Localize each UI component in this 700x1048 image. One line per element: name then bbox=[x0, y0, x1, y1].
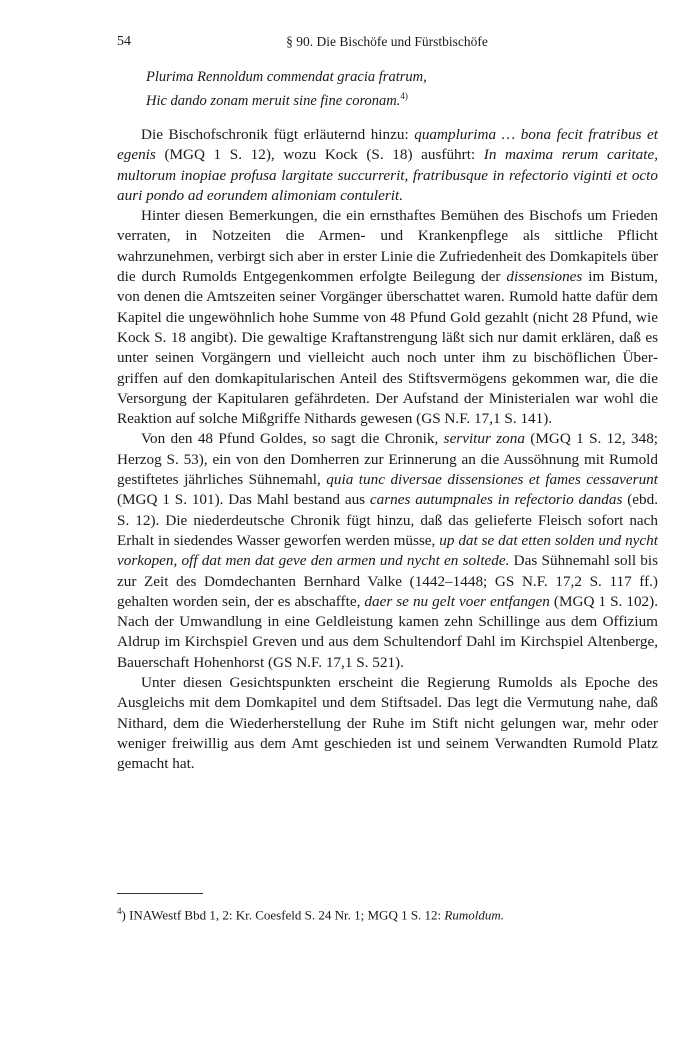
low-german-quote: up dat se dat etten solden und nycht vorkopen, off dat men dat geve den armen und nycht en soltede. bbox=[117, 531, 658, 570]
paragraph-3-text-k: (MGQ 1 S. 102). Nach der Umwandlung in eine Geldleistung kamen zehn Schillinge aus dem Offizium Aldrup im Kirchspiel Greven und aus dem Schultendorf Dahl im Kirchspiel Altenberge, Bauerschaft Hohenhorst (GS N.F. 17,1 S. 521). bbox=[117, 592, 658, 671]
paragraph-1-text-c: (MGQ 1 S. 12), wozu Kock (S. 18) ausführt: bbox=[155, 146, 484, 164]
paragraph-2-text-a: Hinter diesen Bemerkungen, die ein ernsthaftes Bemühen des Bischofs um Frieden verraten, in Notzeiten die Armen- und Krankenpflege als sittliche Pflicht wahrzunehmen, verbirgt sich aber in erster Linie die Zufriedenheit des Domkapitels über die durch Rumolds Entgegenkommen erfolgte Beilegung der bbox=[117, 207, 658, 286]
latin-quote: quamplurima … bona fecit fratribus et egenis bbox=[117, 126, 658, 164]
paragraph-3-text-e: (MGQ 1 S. 101). Das Mahl bestand aus bbox=[117, 491, 370, 509]
paragraph-3 bbox=[117, 429, 658, 673]
verse-line-2-text: Hic dando zonam meruit sine fine coronam. bbox=[146, 92, 401, 109]
footnote-italic: Rumoldum. bbox=[444, 907, 505, 923]
latin-quote: In maxima rerum caritate, multorum inopiae profusa largitate succurrerit, fratribusque in refectorio viginti et octo auri pondo ad eorundem alimoniam contulerit. bbox=[117, 146, 658, 204]
footnote-divider bbox=[117, 893, 203, 894]
paragraph-3-text-a: Von den 48 Pfund Goldes, so sagt die Chronik, bbox=[141, 430, 444, 448]
low-german-quote: daer se nu gelt voer entfangen bbox=[364, 592, 550, 610]
paragraph-3-text-i: Das Sühnemahl soll bis zur Zeit des Domdechanten Bernhard Valke (1442–1448; GS N.F. 17,2 S. 117 ff.) gehalten worden sein, der es abschaffte, bbox=[117, 552, 659, 610]
footnote-text: INAWestf Bbd 1, 2: Kr. Coesfeld S. 24 Nr. 1; MGQ 1 S. 12: bbox=[125, 907, 445, 923]
footnote-mark: 4 bbox=[117, 906, 122, 916]
running-head bbox=[117, 34, 657, 54]
latin-term: dissensiones bbox=[506, 268, 583, 286]
paragraph-1-text-a: Die Bischofschronik fügt erläuternd hinzu: bbox=[141, 126, 415, 143]
verse-line-2 bbox=[146, 87, 646, 111]
paragraph-3-text-g: (ebd. S. 12). Die niederdeutsche Chronik fügt hinzu, daß das gelieferte Fleisch sofort nach Erhalt in siedendes Wasser geworfen werden müsse, bbox=[117, 491, 658, 549]
paragraph-4-text-a: Unter diesen Gesichtspunkten erscheint die Regierung Rumolds als Epoche des Ausgleichs mit dem Domkapitel und dem Stiftsadel. Das legt die Vermutung nahe, daß Nithard, dem die Wiederherstellung der Ruhe im Stift nicht gelungen war, mehr oder weniger freiwillig aus dem Amt geschieden ist und seinem Verwandten Rumold Platz gemacht hat. bbox=[117, 674, 658, 773]
verse-line-1: Plurima Rennoldum commendat gracia fratrum, bbox=[146, 69, 427, 85]
paragraph-4 bbox=[117, 673, 658, 774]
verse-quotation bbox=[146, 68, 646, 111]
latin-term: servitur zona bbox=[443, 430, 525, 448]
footnote-mark-close: ) bbox=[121, 907, 126, 923]
paragraph-3-text-c: (MGQ 1 S. 12, 348; Herzog S. 53), ein von den Domherren zur Erinnerung an die Aussöhnung mit Rumold gestiftetes jährliches Sühnemahl, bbox=[117, 430, 659, 489]
latin-quote: quia tunc diversae dissensiones et fames cessaverunt bbox=[326, 471, 658, 489]
page-number: 54 bbox=[117, 34, 131, 49]
body-text bbox=[117, 125, 658, 775]
latin-quote: carnes autumpnales in refectorio dandas bbox=[369, 491, 623, 509]
paragraph-2-text-c: im Bistum, von denen die Amtszeiten seiner Vorgänger überschattet waren. Rumold hatte dafür dem Kapitel die ungewöhnlich hohe Summe von 48 Pfund Gold gezahlt (nicht 28 Pfund, wie Kock S. 18 angibt). Die gewaltige Kraftanstrengung läßt sich nur damit erklären, daß es unter seinen Vorgängern und vielleicht auch noch unter ihm zu bischöflichen Übergriffen auf den domkapitularischen Anteil des Stiftsvermögens gekommen war, die die Versorgung der Kapitularen gefährdeten. Der Aufstand der Ministerialen war wohl die Reaktion auf solche Mißgriffe Nithards gewesen (GS N.F. 17,1 S. 141). bbox=[117, 268, 658, 428]
footnote bbox=[117, 903, 658, 923]
paragraph-1 bbox=[117, 125, 658, 206]
paragraph-2 bbox=[117, 206, 658, 429]
running-title: § 90. Die Bischöfe und Fürstbischöfe bbox=[286, 34, 488, 49]
footnote-reference: 4) bbox=[400, 91, 408, 101]
